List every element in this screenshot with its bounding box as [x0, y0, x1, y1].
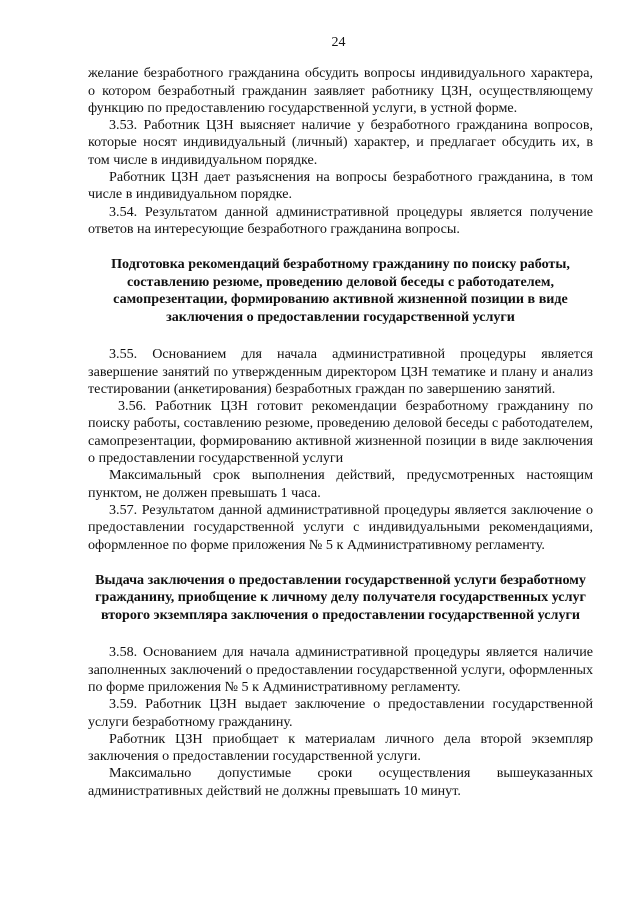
- page-number: 24: [331, 35, 346, 50]
- paragraph-deadline: Максимально допустимые сроки осуществления вышеуказанных административных действий не должны превышать 10 минут.: [88, 765, 593, 799]
- paragraph-3-56: 3.56. Работник ЦЗН готовит рекомендации безработному гражданину по поиску работы, составлению резюме, проведению деловой беседы с работодателем, самопрезентации, формированию активной жизненной позиции в виде заключения о предоставлении государственной услуги: [88, 398, 593, 467]
- paragraph-attach: Работник ЦЗН приобщает к материалам личного дела второй экземпляр заключения о предоставлении государственной услуги.: [88, 730, 593, 765]
- section-heading-issuance: Выдача заключения о предоставлении государственной услуги безработному гражданину, приобщение к личному делу получателя государственных услуг второго экземпляра заключения о предоставлении государственной услуги: [95, 571, 586, 623]
- paragraph-3-53: 3.53. Работник ЦЗН выясняет наличие у безработного гражданина вопросов, которые носят индивидуальный (личный) характер, и предлагает обсудить их, в том числе в индивидуальном порядке.: [88, 117, 593, 168]
- section-heading-recommendations: Подготовка рекомендаций безработному гражданину по поиску работы, составлению резюме, проведению деловой беседы с работодателем, самопрезентации, формированию активной жизненной позиции в виде заключения о предоставлении государственной услуги: [111, 256, 570, 325]
- paragraph-3-54: 3.54. Результатом данной административной процедуры является получение ответов на интересующие безработного гражданина вопросы.: [88, 203, 593, 237]
- paragraph-3-59: 3.59. Работник ЦЗН выдает заключение о предоставлении государственной услуги безработному гражданину.: [88, 696, 593, 730]
- paragraph-continuation: желание безработного гражданина обсудить вопросы индивидуального характера, о котором безработный гражданин заявляет работнику ЦЗН, осуществляющему функцию по предоставлению государственной услуги, в устной форме.: [88, 65, 593, 116]
- paragraph-max-time: Максимальный срок выполнения действий, предусмотренных настоящим пунктом, не должен превышать 1 часа.: [88, 467, 593, 501]
- document-page: [88, 34, 593, 800]
- paragraph-clarification: Работник ЦЗН дает разъяснения на вопросы безработного гражданина, в том числе в индивидуальном порядке.: [88, 169, 593, 203]
- paragraph-3-57: 3.57. Результатом данной административной процедуры является заключение о предоставлении государственной услуги с индивидуальными рекомендациями, оформленное по форме приложения № 5 к Административному регламенту.: [88, 501, 593, 553]
- paragraph-3-58: 3.58. Основанием для начала административной процедуры является наличие заполненных заключений о предоставлении государственной услуги, оформленных по форме приложения № 5 к Административному регламенту.: [88, 644, 593, 695]
- paragraph-3-55: 3.55. Основанием для начала административной процедуры является завершение занятий по утвержденным директором ЦЗН тематике и плану и анализ тестировании (анкетирования) безработных граждан по завершению занятий.: [88, 346, 593, 397]
